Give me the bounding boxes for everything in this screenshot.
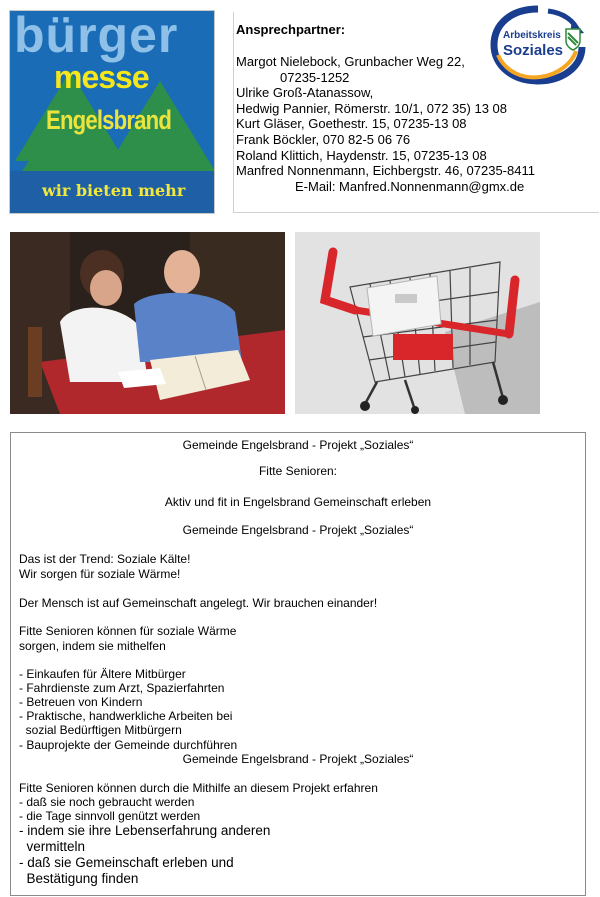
- photo-shopping-cart: [295, 232, 540, 414]
- list-item: vermitteln: [19, 839, 86, 854]
- shopping-cart-icon: [295, 232, 540, 414]
- contact-title: Ansprechpartner:: [236, 22, 346, 37]
- list-item: - daß sie noch gebraucht werden: [19, 795, 195, 809]
- heading-project: Gemeinde Engelsbrand - Projekt „Soziales“: [182, 438, 414, 452]
- fitte-text: sorgen, indem sie mithelfen: [19, 639, 166, 653]
- fitte-text: Fitte Senioren können für soziale Wärme: [19, 624, 237, 638]
- poster-word-engelsbrand: Engelsbrand: [46, 105, 172, 135]
- heading-aktiv: Aktiv und fit in Engelsbrand Gemeinschaft erleben: [164, 495, 432, 509]
- people-reading-icon: [10, 232, 285, 414]
- list-item: - Einkaufen für Ältere Mitbürger: [19, 667, 186, 681]
- contact-line: Kurt Gläser, Goethestr. 15, 07235-13 08: [236, 116, 467, 132]
- list-item: - Betreuen von Kindern: [19, 695, 143, 709]
- poster-word-messe: messe: [54, 59, 149, 95]
- heading-project: Gemeinde Engelsbrand - Projekt „Soziales“: [182, 752, 414, 766]
- contact-line: Ulrike Groß-Atanassow,: [236, 85, 374, 101]
- heading-project: Gemeinde Engelsbrand - Projekt „Soziales“: [182, 523, 414, 537]
- list-item: - indem sie ihre Lebenserfahrung anderen: [19, 823, 271, 838]
- heading-fitte-senioren: Fitte Senioren:: [258, 464, 338, 478]
- trend-text: Wir sorgen für soziale Wärme!: [19, 567, 181, 581]
- crest-icon: [566, 29, 580, 50]
- contact-line: 07235-1252: [280, 69, 350, 85]
- poster-word-buerger: bürger: [14, 10, 179, 63]
- poster-motto: wir bieten mehr: [42, 181, 186, 200]
- list-item: - Bauprojekte der Gemeinde durchführen: [19, 738, 238, 752]
- contact-email: E-Mail: Manfred.Nonnenmann@gmx.de: [295, 178, 525, 194]
- list-item: - daß sie Gemeinschaft erleben und: [19, 855, 234, 870]
- list-item: - Fahrdienste zum Arzt, Spazierfahrten: [19, 681, 225, 695]
- arbeitskreis-soziales-logo: [488, 3, 588, 85]
- photo-boy-and-senior: [10, 232, 285, 414]
- contact-line: Manfred Nonnenmann, Eichbergstr. 46, 07235-8411: [236, 163, 535, 179]
- list-item: sozial Bedürftigen Mitbürgern: [19, 723, 182, 737]
- erfahren-text: Fitte Senioren können durch die Mithilfe an diesem Projekt erfahren: [19, 781, 378, 795]
- ak-logo-line1: Arbeitskreis: [503, 30, 561, 41]
- trend-text: Das ist der Trend: Soziale Kälte!: [19, 552, 191, 566]
- contact-line: Margot Nielebock, Grunbacher Weg 22,: [236, 54, 465, 69]
- project-info-box: [10, 432, 586, 896]
- gemeinschaft-text: Der Mensch ist auf Gemeinschaft angelegt. Wir brauchen einander!: [19, 596, 378, 610]
- list-item: - die Tage sinnvoll genützt werden: [19, 809, 201, 823]
- contact-line: Roland Klittich, Haydenstr. 15, 07235-13 08: [236, 147, 487, 163]
- ak-logo-line2: Soziales: [503, 42, 564, 59]
- contact-line: Hedwig Pannier, Römerstr. 10/1, 072 35) 13 08: [236, 100, 507, 116]
- contact-line: Frank Böckler, 070 82-5 06 76: [236, 131, 411, 147]
- buergermesse-poster: [9, 10, 215, 214]
- list-item: Bestätigung finden: [19, 871, 139, 886]
- list-item: - Praktische, handwerkliche Arbeiten bei: [19, 709, 233, 723]
